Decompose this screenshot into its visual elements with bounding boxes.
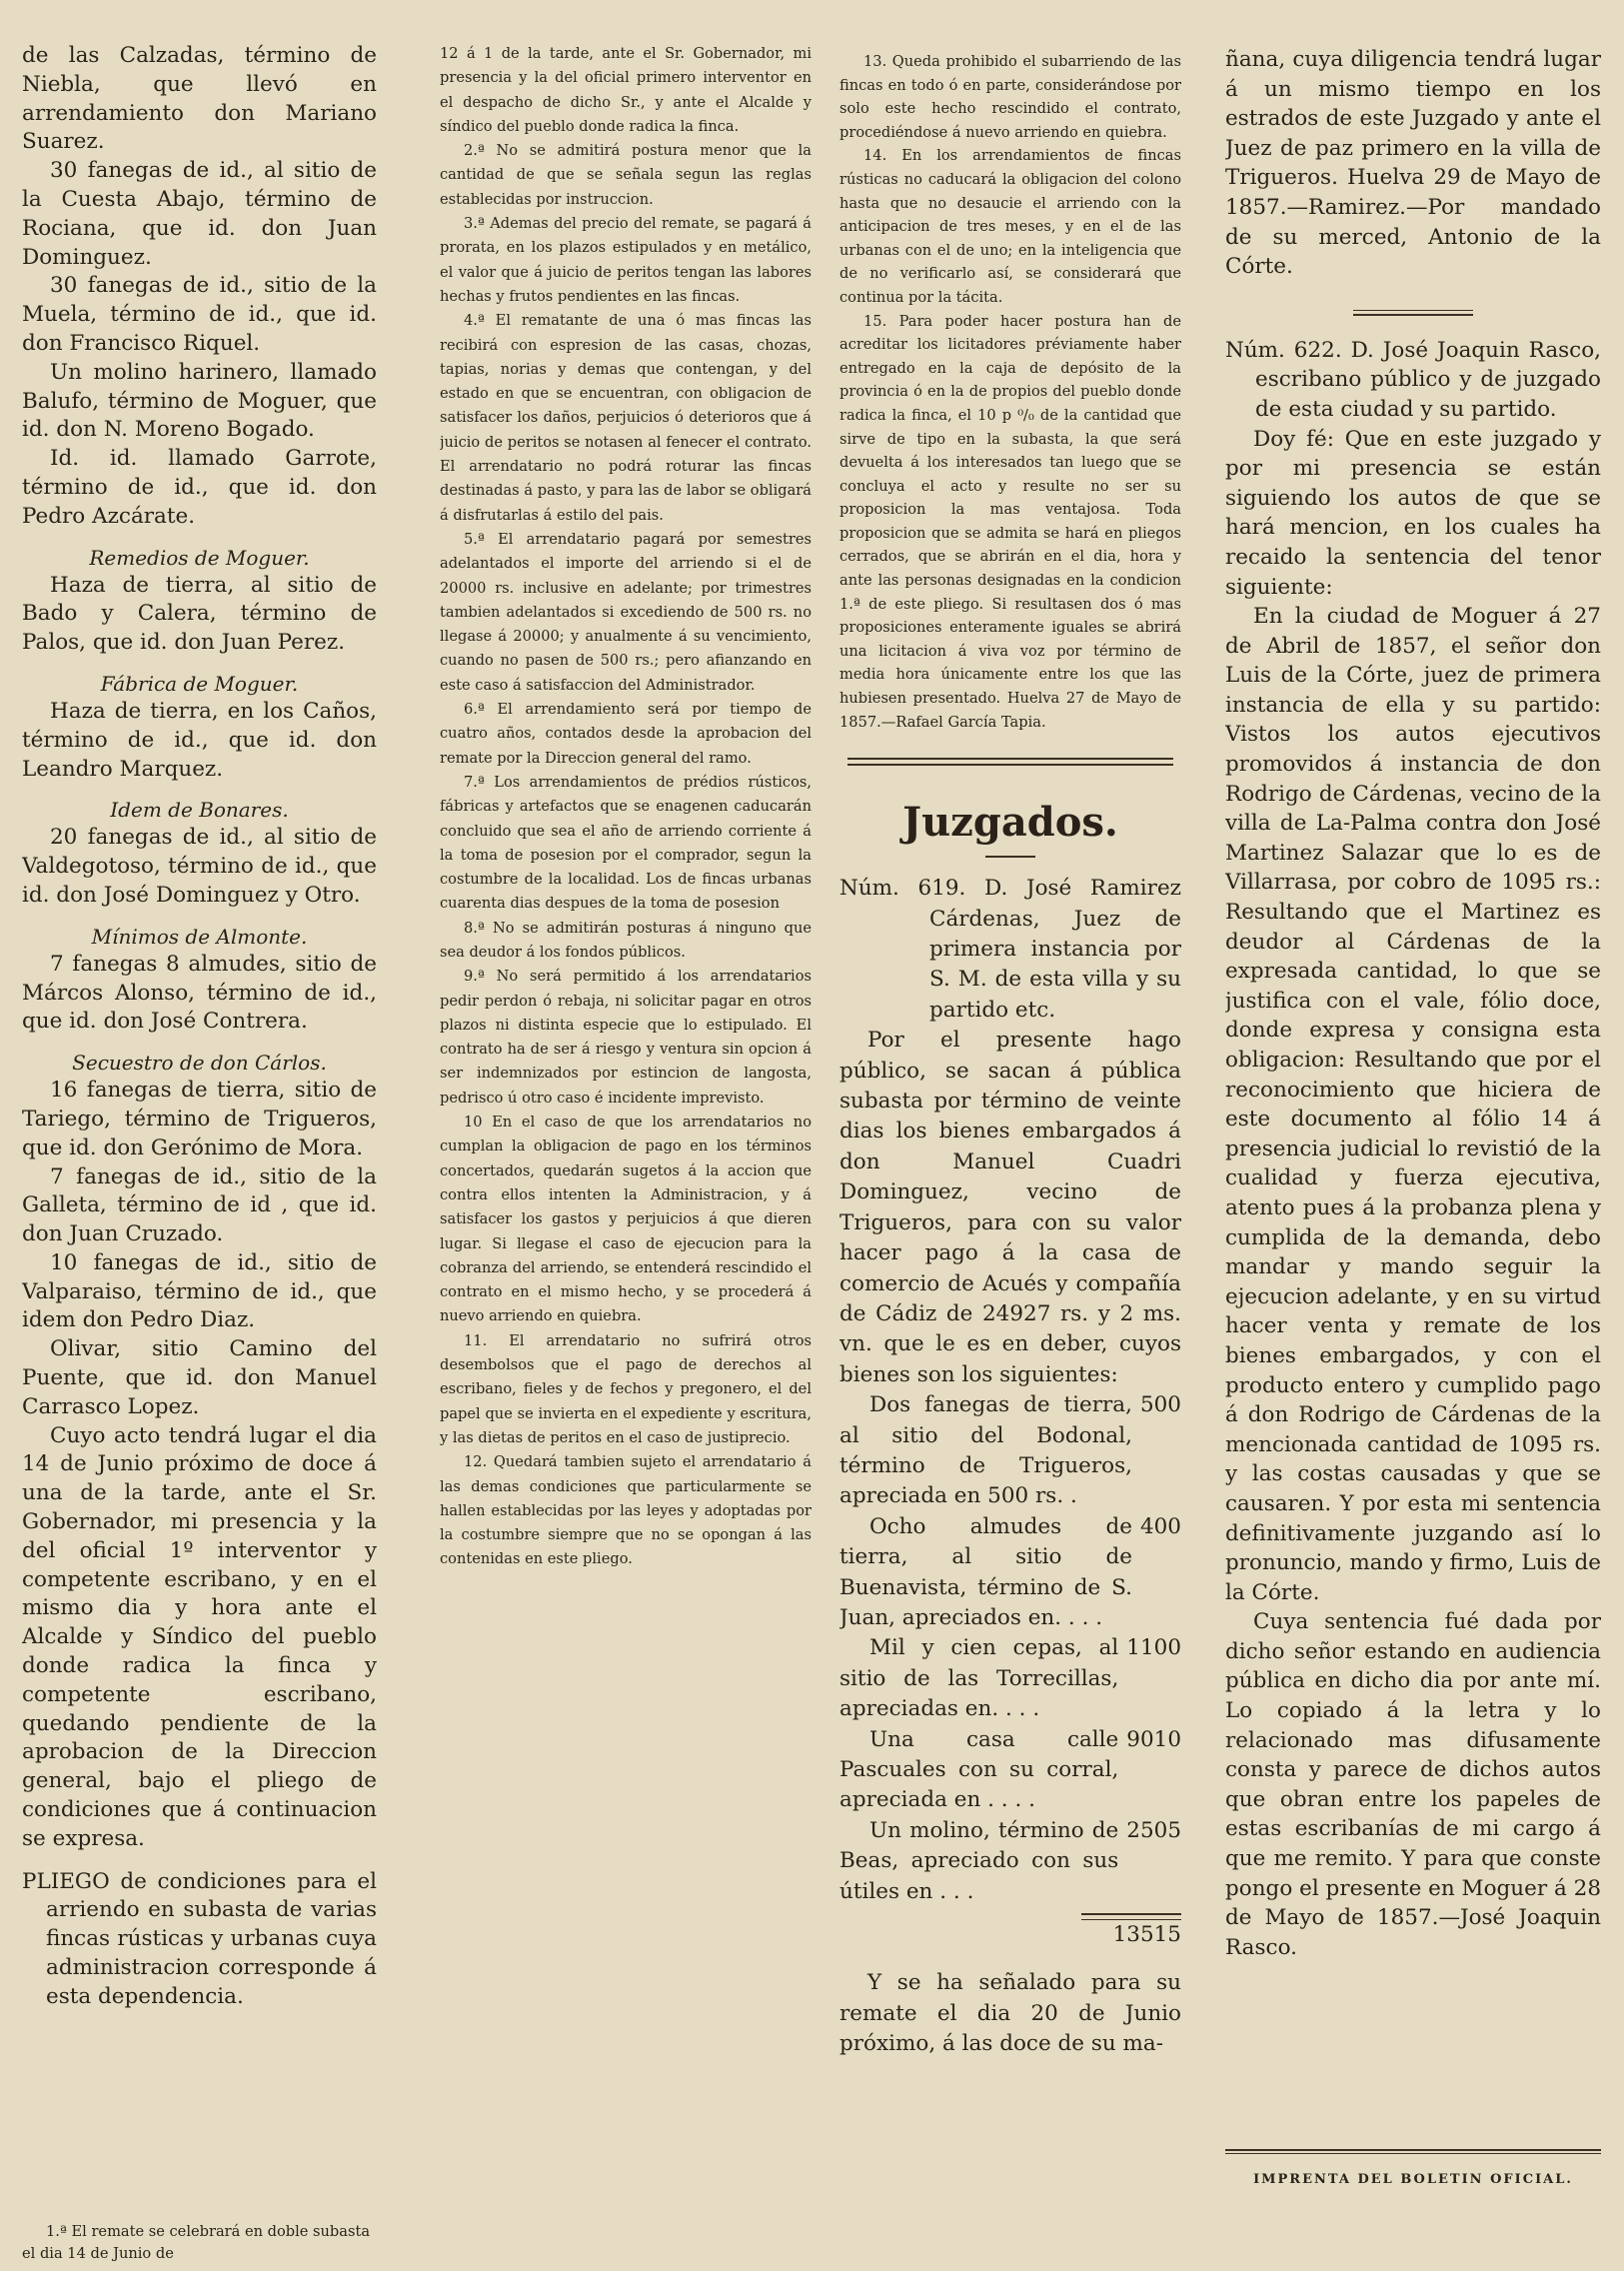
section-heading-bonares: Idem de Bonares. — [110, 798, 289, 823]
list-item — [839, 1725, 1181, 1816]
paragraph: 30 fanegas de id., al sitio de la Cuesta Abajo, término de Rociana, que id. don Juan Dominguez. — [22, 158, 377, 270]
pliego-title: PLIEGO — [22, 1868, 110, 1894]
pliego-rest: de condiciones para el arriendo en subasta de varias fincas rústicas y urbanas cuya administracion corresponde á esta dependencia. — [46, 1868, 377, 2009]
clause: 5.ª El arrendatario pagará por semestres adelantados el importe del arriendo si el de 20000 rs. inclusive en adelante; por trimestres tambien adelantados si excediendo de 500 rs. no llegase á 20000; y anualmente á su vencimiento, cuando no pasen de 500 rs.; pero afianzando en este caso á satisfaccion del Administrador. — [440, 530, 812, 694]
clause: 12 á 1 de la tarde, ante el Sr. Gobernador, mi presencia y la del oficial primero interventor en el despacho de dicho Sr., y ante el Alcalde y síndico del pueblo donde radica la finca. — [440, 45, 812, 135]
clause: 3.ª Ademas del precio del remate, se pagará á prorata, en los plazos estipulados y en metálico, el valor que á juicio de peritos tengan las labores hechas y frutos pendientes en las fincas. — [440, 215, 812, 305]
clause: 12. Quedará tambien sujeto el arrendatario á las demas condiciones que particularmente se hallen establecidas por las leyes y adoptadas por la costumbre siempre que no se opongan á las contenidas en este pliego. — [440, 1453, 812, 1568]
clause: 14. En los arrendamientos de fincas rústicas no caducará la obligacion del colono hasta que no desaucie el arriendo con la anticipacion de tres meses, y en el de las urbanas con el de uno; en la inteligencia que de no verificarlo así, se considerará que continua por la tácita. — [839, 147, 1181, 306]
paragraph: 7 fanegas de id., sitio de la Galleta, término de id , que id. don Juan Cruzado. — [22, 1163, 377, 1247]
item-text: Ocho almudes de tierra, al sitio de Buenavista, término de S. Juan, apreciados en. . . . — [839, 1513, 1132, 1630]
item-amount: 9010 — [1126, 1726, 1181, 1752]
sum-rule — [1081, 1913, 1181, 1920]
imprenta-block — [1225, 2149, 1601, 2192]
section-heading-fabrica: Fábrica de Moguer. — [100, 671, 299, 696]
paragraph: En la ciudad de Moguer á 27 de Abril de 1857, el señor don Luis de la Córte, juez de primera instancia de ella y su partido: Vistos los autos ejecutivos promovidos á instancia de don Rodrigo de Cárdenas, vecino de la villa de La-Palma contra don José Martinez Salazar que lo es de Villarrasa, por cobro de 1095 rs.: Resultando que el Martinez es deudor al Cárdenas de la expresada cantidad, lo que se justifica con el vale, fólio doce, donde expresa y consigna esta obligacion: Resultando que por el reconocimiento que hiciera de este documento al fólio 14 á presencia judicial lo revistió de la cualidad y fuerza ejecutiva, atento pues á la probanza plena y cumplida de la demanda, debo mandar y mando seguir la ejecucion adelante, y en su virtud hacer venta y remate de los bienes embargados, y con el producto entero y cumplido pago á don Rodrigo de Cárdenas de la mencionada cantidad de 1095 rs. y las costas causadas y que se causaren. Y por esta mi sentencia definitivamente juzgando así lo pronuncio, mando y firmo, Luis de la Córte. — [1225, 604, 1601, 1605]
clause: 10 En el caso de que los arrendatarios no cumplan la obligacion de pago en los términos concertados, quedarán sugetos á la accion que contra ellos intenten la Administracion, y á satisfacer los gastos y perjuicios á que dieren lugar. Si llegase el caso de ejecucion para la cobranza del arriendo, se entenderá rescindido el contrato en el mismo hecho, y se procederá á nuevo arriendo en quiebra. — [440, 1114, 812, 1325]
clause: 2.ª No se admitirá postura menor que la cantidad de que se señala segun las reglas establecidas por instruccion. — [440, 142, 812, 208]
item-text: Una casa calle Pascuales con su corral, apreciada en . . . . — [839, 1726, 1119, 1813]
section-heading-remedios: Remedios de Moguer. — [89, 545, 310, 570]
clause-1-start: 1.ª El remate se celebrará en doble subasta el dia 14 de Junio de — [22, 2223, 371, 2262]
pliego-heading — [22, 1868, 377, 2012]
item-amount: 500 — [1139, 1392, 1181, 1418]
list-item — [839, 1390, 1181, 1512]
paragraph: Cuyo acto tendrá lugar el dia 14 de Junio próximo de doce á una de la tarde, ante el Sr. Gobernador, mi presencia y la del oficial 1º interventor y competente escribano, y en el mismo dia y hora ante el Alcalde y Síndico del pueblo donde radica la finca y competente escribano, quedando pendiente de la aprobacion de la Direccion general, bajo el pliego de condiciones que á continuacion se expresa. — [22, 1422, 377, 1851]
list-item — [839, 1633, 1181, 1724]
item-amount: 400 — [1139, 1513, 1181, 1539]
column-1 — [22, 42, 377, 2012]
paragraph: Doy fé: Que en este juzgado y por mi presencia se están siguiendo los autos de que se hará mencion, en los cuales ha recaido la sentencia del tenor siguiente: — [1225, 426, 1601, 600]
paragraph: Cuya sentencia fué dada por dicho señor estando en audiencia pública en dicho dia por ante mí. Lo copiado á la letra y lo relacionado mas difusamente consta y parece de dichos autos que obran entre los papeles de estas escribanías de mi cargo á que me remito. Y para que conste pongo el presente en Moguer á 28 de Mayo de 1857.—José Joaquin Rasco. — [1225, 1609, 1601, 1960]
item-amount: 2505 — [1126, 1817, 1181, 1843]
section-heading-secuestro: Secuestro de don Cárlos. — [72, 1051, 327, 1076]
paragraph: Un molino harinero, llamado Balufo, término de Moguer, que id. don N. Moreno Bogado. — [22, 359, 377, 443]
notice-619-closing: Y se ha señalado para su remate el dia 20 de Junio próximo, á las doce de su ma- — [839, 1970, 1181, 2057]
list-item — [839, 1816, 1181, 1907]
column-3 — [839, 50, 1181, 2060]
short-rule — [985, 856, 1035, 858]
clause: 11. El arrendatario no sufrirá otros desembolsos que el pago de derechos al escribano, fieles y de fechos y pregonero, el del papel que se invierta en el expediente y escritura, y las dietas de peritos en el caso de justiprecio. — [440, 1331, 812, 1446]
notice-619-continuation: ñana, cuya diligencia tendrá lugar á un mismo tiempo en los estrados de este Juzgado y ante el Juez de paz primero en la villa de Trigueros. Huelva 29 de Mayo de 1857.—Ramirez.—Por mandado de su merced, Antonio de la Córte. — [1225, 47, 1601, 280]
paragraph: de las Calzadas, término de Niebla, que llevó en arrendamiento don Mariano Suarez. — [22, 43, 377, 155]
item-text: Un molino, término de Beas, apreciado con sus útiles en . . . — [839, 1817, 1119, 1904]
notice-622-header: Núm. 622. D. José Joaquin Rasco, escribano público y de juzgado de esta ciudad y su partido. — [1225, 337, 1601, 422]
paragraph: 7 fanegas 8 almudes, sitio de Márcos Alonso, término de id., que id. don José Contrera. — [22, 951, 377, 1035]
clause: 9.ª No será permitido á los arrendatarios pedir perdon ó rebaja, ni solicitar pagar en otros plazos ni distinta especie que lo estipulado. El contrato ha de ser á riesgo y ventura sin opcion á ser indemnizados por estincion de langosta, pedrisco ú otro caso é incidente imprevisto. — [440, 968, 812, 1107]
clause: 8.ª No se admitirán posturas á ninguno que sea deudor á los fondos públicos. — [440, 919, 812, 961]
clause: 7.ª Los arrendamientos de prédios rústicos, fábricas y artefactos que se enagenen caducarán concluido que sea el año de arriendo corriente á la toma de posesion por el comprador, segun la costumbre de la localidad. Los de fincas urbanas cuarenta dias despues de la toma de posesion — [440, 773, 812, 913]
paragraph: Id. id. llamado Garrote, término de id., que id. don Pedro Azcárate. — [22, 446, 377, 529]
paragraph: Olivar, sitio Camino del Puente, que id. don Manuel Carrasco Lopez. — [22, 1336, 377, 1419]
item-amount: 1100 — [1126, 1635, 1181, 1661]
clause: 15. Para poder hacer postura han de acreditar los licitadores préviamente haber entregado en la caja de depósito de la provincia ó en la de propios del pueblo donde radica la finca, el 10 p ⁰/₀ de la cantidad que sirve de tipo en la subasta, la que será devuelta á los interesados tan luego que se concluya el acto y resulte no ser su proposicion la mas ventajosa. Toda proposicion que se admita se hará en pliegos cerrados, que se abrirán en el dia, hora y ante las personas designadas en la condicion 1.ª de este pliego. Si resultasen dos ó mas proposiciones enteramente iguales se abrirá una licitacion á viva voz por término de media hora únicamente entre los que las hubiesen presentado. Huelva 27 de Mayo de 1857.—Rafael García Tapia. — [839, 312, 1181, 731]
list-item — [839, 1512, 1181, 1634]
clause: 13. Queda prohibido el subarriendo de las fincas en todo ó en parte, considerándose por solo este hecho rescindido el contrato, procediéndose á nuevo arriendo en quiebra. — [839, 53, 1181, 141]
notice-619-header: Núm. 619. D. José Ramirez Cárdenas, Juez de primera instancia por S. M. de esta villa y su partido etc. — [839, 876, 1181, 1023]
double-rule-divider — [1353, 310, 1473, 316]
paragraph: Haza de tierra, al sitio de Bado y Calera, término de Palos, que id. don Juan Perez. — [22, 572, 377, 656]
notice-619-label: Núm. 619. — [839, 876, 966, 902]
total-amount: 13515 — [1112, 1922, 1181, 1948]
paragraph: 10 fanegas de id., sitio de Valparaiso, término de id., que idem don Pedro Diaz. — [22, 1249, 377, 1333]
section-heading-almonte: Mínimos de Almonte. — [91, 924, 308, 949]
paragraph: 20 fanegas de id., al sitio de Valdegotoso, término de id., que id. don José Dominguez y Otro. — [22, 825, 377, 908]
bottom-rule — [1225, 2149, 1601, 2154]
clause: 6.ª El arrendamiento será por tiempo de cuatro años, contados desde la aprobacion del remate por la Direccion general del ramo. — [440, 701, 812, 767]
item-text: Mil y cien cepas, al sitio de las Torrecillas, apreciadas en. . . . — [839, 1635, 1119, 1722]
notice-619-body: Por el presente hago público, se sacan á pública subasta por término de veinte dias los bienes embargados á don Manuel Cuadri Dominguez, vecino de Trigueros, para con su valor hacer pago á la casa de comercio de Acués y compañía de Cádiz de 24927 rs. y 2 ms. vn. que le es en deber, cuyos bienes son los siguientes: — [839, 1028, 1181, 1387]
paragraph: 30 fanegas de id., sitio de la Muela, término de id., que id. don Francisco Riquel. — [22, 273, 377, 356]
column-2 — [440, 42, 812, 1572]
paragraph: Haza de tierra, en los Caños, término de id., que id. don Leandro Marquez. — [22, 698, 377, 782]
clause: 4.ª El rematante de una ó mas fincas las recibirá con espresion de las casas, chozas, tapias, norias y demas que contengan, y del estado en que se encuentran, con obligacion de satisfacer los daños, perjuicios ó deterioros que á juicio de peritos se notasen al fenecer el contrato. El arrendatario no podrá roturar las fincas destinadas á pasto, y para las de labor se obligará á disfrutarlas á estilo del pais. — [440, 312, 812, 524]
imprenta-label: IMPRENTA DEL BOLETIN OFICIAL. — [1253, 2172, 1573, 2187]
column-4 — [1225, 45, 1601, 1962]
double-rule-divider — [847, 758, 1173, 766]
section-heading-juzgados: Juzgados. — [902, 799, 1118, 847]
notice-622-label: Núm. 622. — [1225, 337, 1342, 363]
paragraph: 16 fanegas de tierra, sitio de Tariego, término de Trigueros, que id. don Gerónimo de Mora. — [22, 1078, 377, 1160]
item-text: Dos fanegas de tierra, al sitio del Bodonal, término de Trigueros, apreciada en 500 rs. . — [839, 1392, 1132, 1509]
